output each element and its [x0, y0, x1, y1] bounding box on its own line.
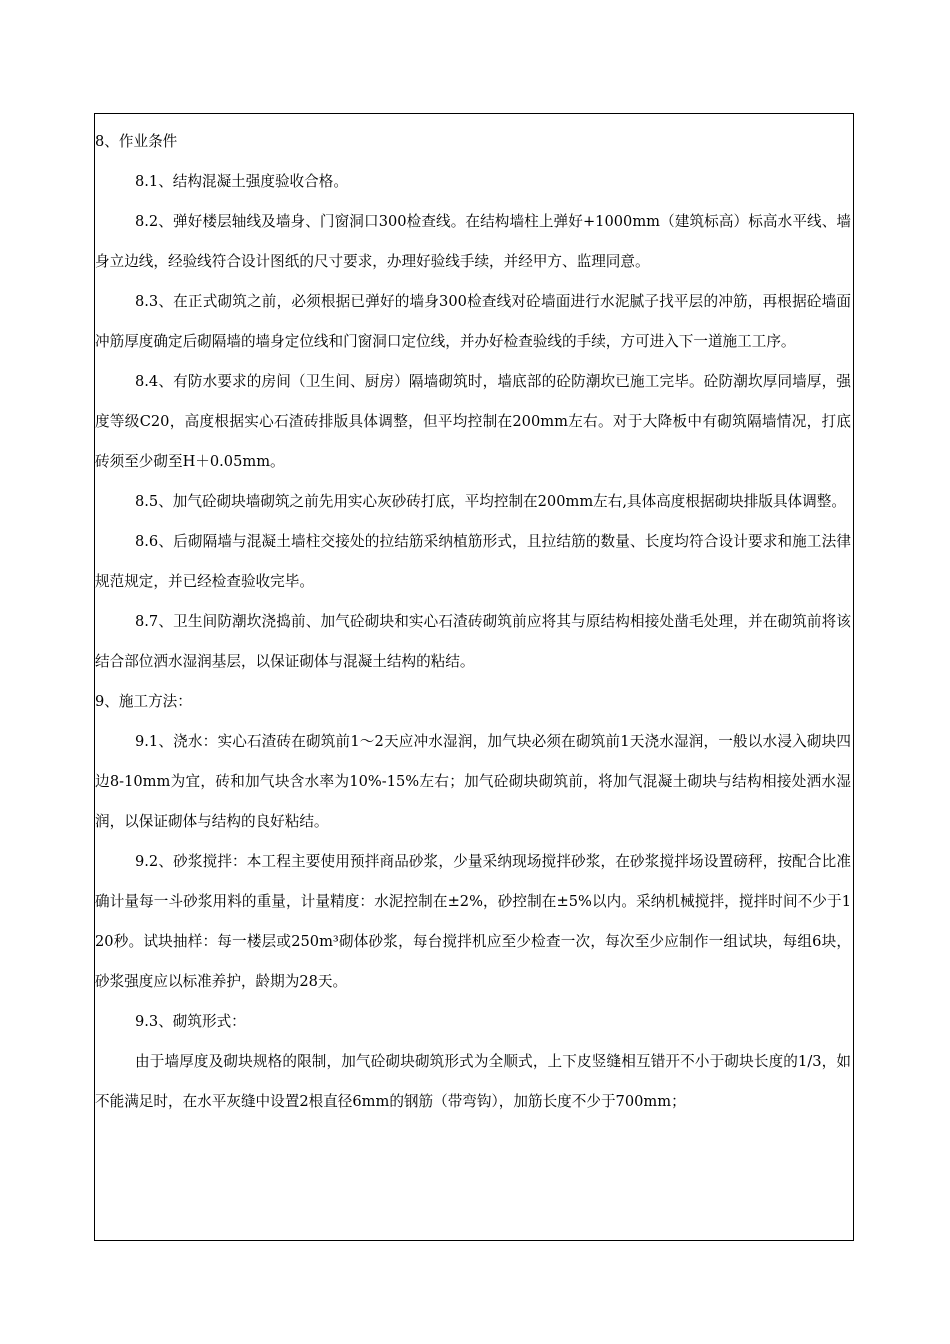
item-8-2: 8.2、弹好楼层轴线及墙身、门窗洞口300检查线。在结构墙柱上弹好+1000mm（建筑标高）标高水平线、墙身立边线，经验线符合设计图纸的尺寸要求，办理好验线手续，并经甲方、监理同意。 — [95, 213, 851, 270]
section-8-heading: 8、作业条件 — [95, 133, 178, 150]
item-9-2: 9.2、砂浆搅拌：本工程主要使用预拌商品砂浆，少量采纳现场搅拌砂浆，在砂浆搅拌场设置磅秤，按配合比准确计量每一斗砂浆用料的重量，计量精度：水泥控制在±2%，砂控制在±5%以内。采纳机械搅拌，搅拌时间不少于120秒。试块抽样：每一楼层或250m³砌体砂浆，每台搅拌机应至少检查一次，每次至少应制作一组试块，每组6块，砂浆强度应以标准养护，龄期为28天。 — [95, 853, 851, 990]
section-9-heading: 9、施工方法： — [95, 693, 192, 710]
item-8-4: 8.4、有防水要求的房间（卫生间、厨房）隔墙砌筑时，墙底部的砼防潮坎已施工完毕。砼防潮坎厚同墙厚，强度等级C20，高度根据实心石渣砖排版具体调整，但平均控制在200mm左右。对于大降板中有砌筑隔墙情况，打底砖须至少砌至H＋0.05mm。 — [95, 373, 851, 470]
item-9-3: 9.3、砌筑形式： — [135, 1013, 246, 1030]
item-8-1: 8.1、结构混凝土强度验收合格。 — [135, 173, 348, 190]
paragraph-9-3-body: 由于墙厚度及砌块规格的限制，加气砼砌块砌筑形式为全顺式，上下皮竖缝相互错开不小于砌块长度的1/3，如不能满足时，在水平灰缝中设置2根直径6mm的钢筋（带弯钩），加筋长度不少于700mm； — [95, 1053, 851, 1110]
item-8-7: 8.7、卫生间防潮坎浇捣前、加气砼砌块和实心石渣砖砌筑前应将其与原结构相接处凿毛处理，并在砌筑前将该结合部位洒水湿润基层，以保证砌体与混凝土结构的粘结。 — [95, 613, 851, 670]
item-8-5: 8.5、加气砼砌块墙砌筑之前先用实心灰砂砖打底，平均控制在200mm左右,具体高度根据砌块排版具体调整。 — [135, 493, 846, 510]
item-8-6: 8.6、后砌隔墙与混凝土墙柱交接处的拉结筋采纳植筋形式，且拉结筋的数量、长度均符合设计要求和施工法律规范规定，并已经检查验收完毕。 — [95, 533, 851, 590]
item-8-3: 8.3、在正式砌筑之前，必须根据已弹好的墙身300检查线对砼墙面进行水泥腻子找平层的冲筋，再根据砼墙面冲筋厚度确定后砌隔墙的墙身定位线和门窗洞口定位线，并办好检查验线的手续，方可进入下一道施工工序。 — [95, 293, 851, 350]
content-frame — [94, 113, 854, 1241]
item-9-1: 9.1、浇水：实心石渣砖在砌筑前1～2天应冲水湿润，加气块必须在砌筑前1天浇水湿润，一般以水浸入砌块四边8-10mm为宜，砖和加气块含水率为10%-15%左右；加气砼砌块砌筑前，将加气混凝土砌块与结构相接处洒水湿润，以保证砌体与结构的良好粘结。 — [95, 733, 851, 830]
